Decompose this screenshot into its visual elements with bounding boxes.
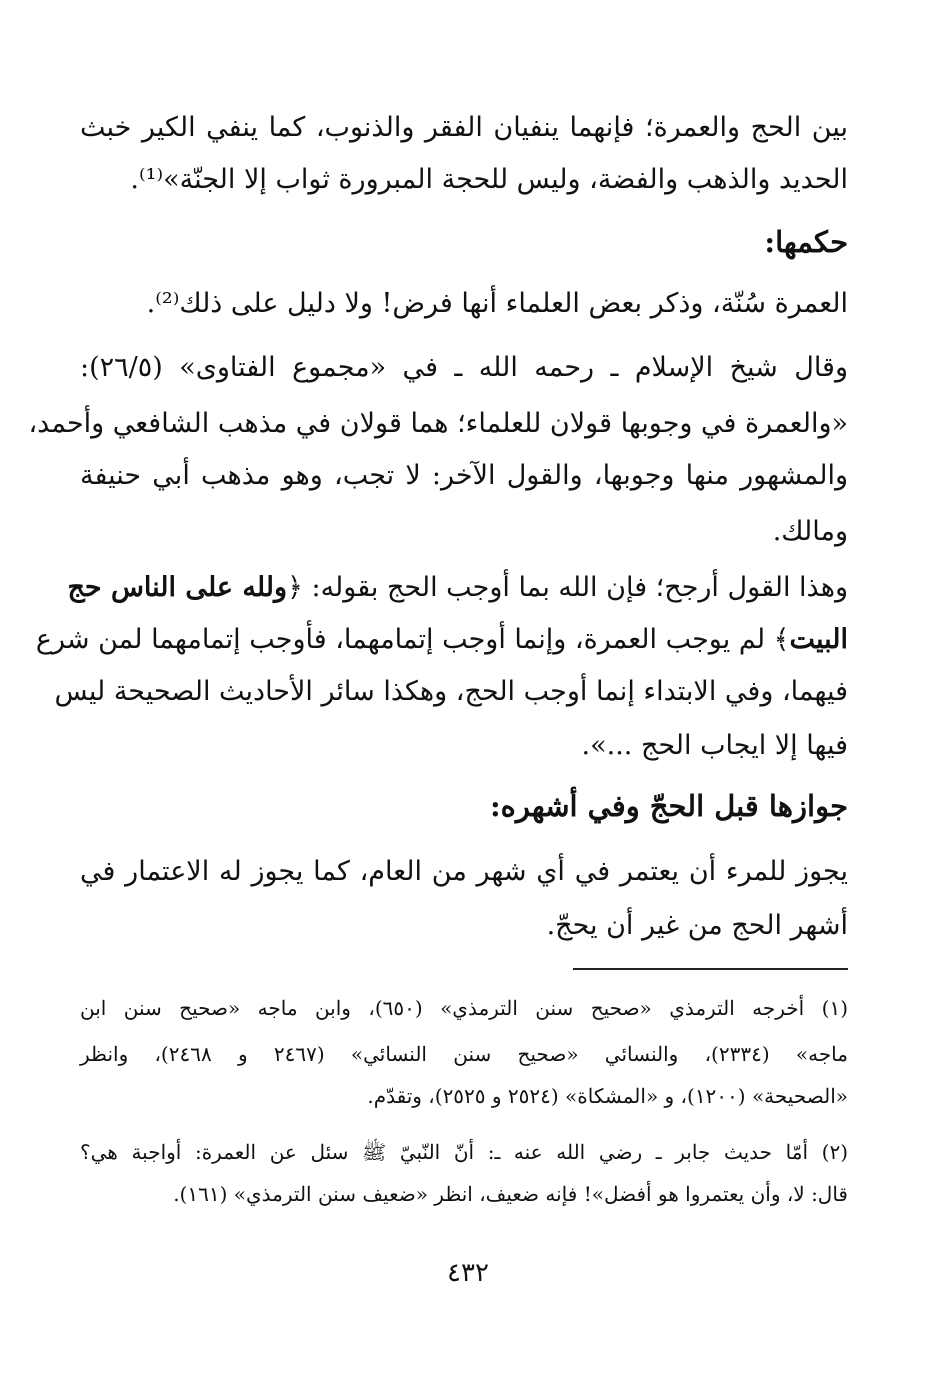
body-line-8-text: وهذا القول أرجح؛ فإن الله بما أوجب الحج بقوله: ﴿ [287, 572, 848, 603]
body-line-10: فيهما، وفي الابتداء إنما أوجب الحج، وهكذا سائر الأحاديث الصحيحة ليس [54, 676, 848, 707]
body-line-5: «والعمرة في وجوبها قولان للعلماء؛ هما قولان في مذهب الشافعي وأحمد، [28, 408, 848, 439]
body-line-11: فيها إلا ايجاب الحج ...». [581, 730, 848, 761]
footnote-2-line-1: (٢) أمّا حديث جابر ـ رضي الله عنه ـ: أنّ النّبيّ ﷺ سئل عن العمرة: أواجبة هي؟ [80, 1140, 848, 1164]
body-line-8 [67, 568, 848, 608]
body-line-1: بين الحج والعمرة؛ فإنهما ينفيان الفقر والذنوب، كما ينفي الكير خبث [80, 112, 848, 143]
footnote-separator [573, 968, 848, 970]
body-line-4: وقال شيخ الإسلام ـ رحمه الله ـ في «مجموع الفتاوى» (٢٦/٥): [80, 352, 848, 383]
body-line-12: يجوز للمرء أن يعتمر في أي شهر من العام، كما يجوز له الاعتمار في [80, 856, 848, 887]
body-line-13: أشهر الحج من غير أن يحجّ. [546, 910, 848, 941]
quran-verse-part-1: ولله على الناس حج [67, 572, 288, 603]
body-line-9 [35, 620, 848, 660]
footnote-1-line-1: (١) أخرجه الترمذي «صحيح سنن الترمذي» (٦٥٠)، وابن ماجه «صحيح سنن ابن [80, 996, 848, 1020]
body-line-7: ومالك. [772, 516, 848, 547]
section-heading-ruling: حكمها: [764, 225, 848, 259]
footnote-2-line-2: قال: لا، وأن يعتمروا هو أفضل»! فإنه ضعيف، انظر «ضعيف سنن الترمذي» (١٦١). [173, 1182, 848, 1206]
body-line-2: الحديد والذهب والفضة، وليس للحجة المبرورة ثواب إلا الجنّة»⁽¹⁾. [130, 164, 848, 195]
body-line-9-text: ﴾ لم يوجب العمرة، وإنما أوجب إتمامهما، فأوجب إتمامهما لمن شرع [35, 624, 790, 655]
body-line-3: العمرة سُنّة، وذكر بعض العلماء أنها فرض! ولا دليل على ذلك⁽²⁾. [146, 288, 848, 319]
quran-verse-part-2: البيت [789, 624, 848, 655]
body-line-6: والمشهور منها وجوبها، والقول الآخر: لا تجب، وهو مذهب أبي حنيفة [80, 460, 848, 491]
page-number: ٤٣٢ [447, 1258, 489, 1288]
footnote-1-line-2: ماجه» (٢٣٣٤)، والنسائي «صحيح سنن النسائي» (٢٤٦٧ و ٢٤٦٨)، وانظر [80, 1042, 848, 1066]
footnote-1-line-3: «الصحيحة» (١٢٠٠)، و «المشكاة» (٢٥٢٤ و ٢٥٢٥)، وتقدّم. [367, 1084, 848, 1108]
section-heading-permissibility: جوازها قبل الحجّ وفي أشهره: [489, 789, 848, 823]
